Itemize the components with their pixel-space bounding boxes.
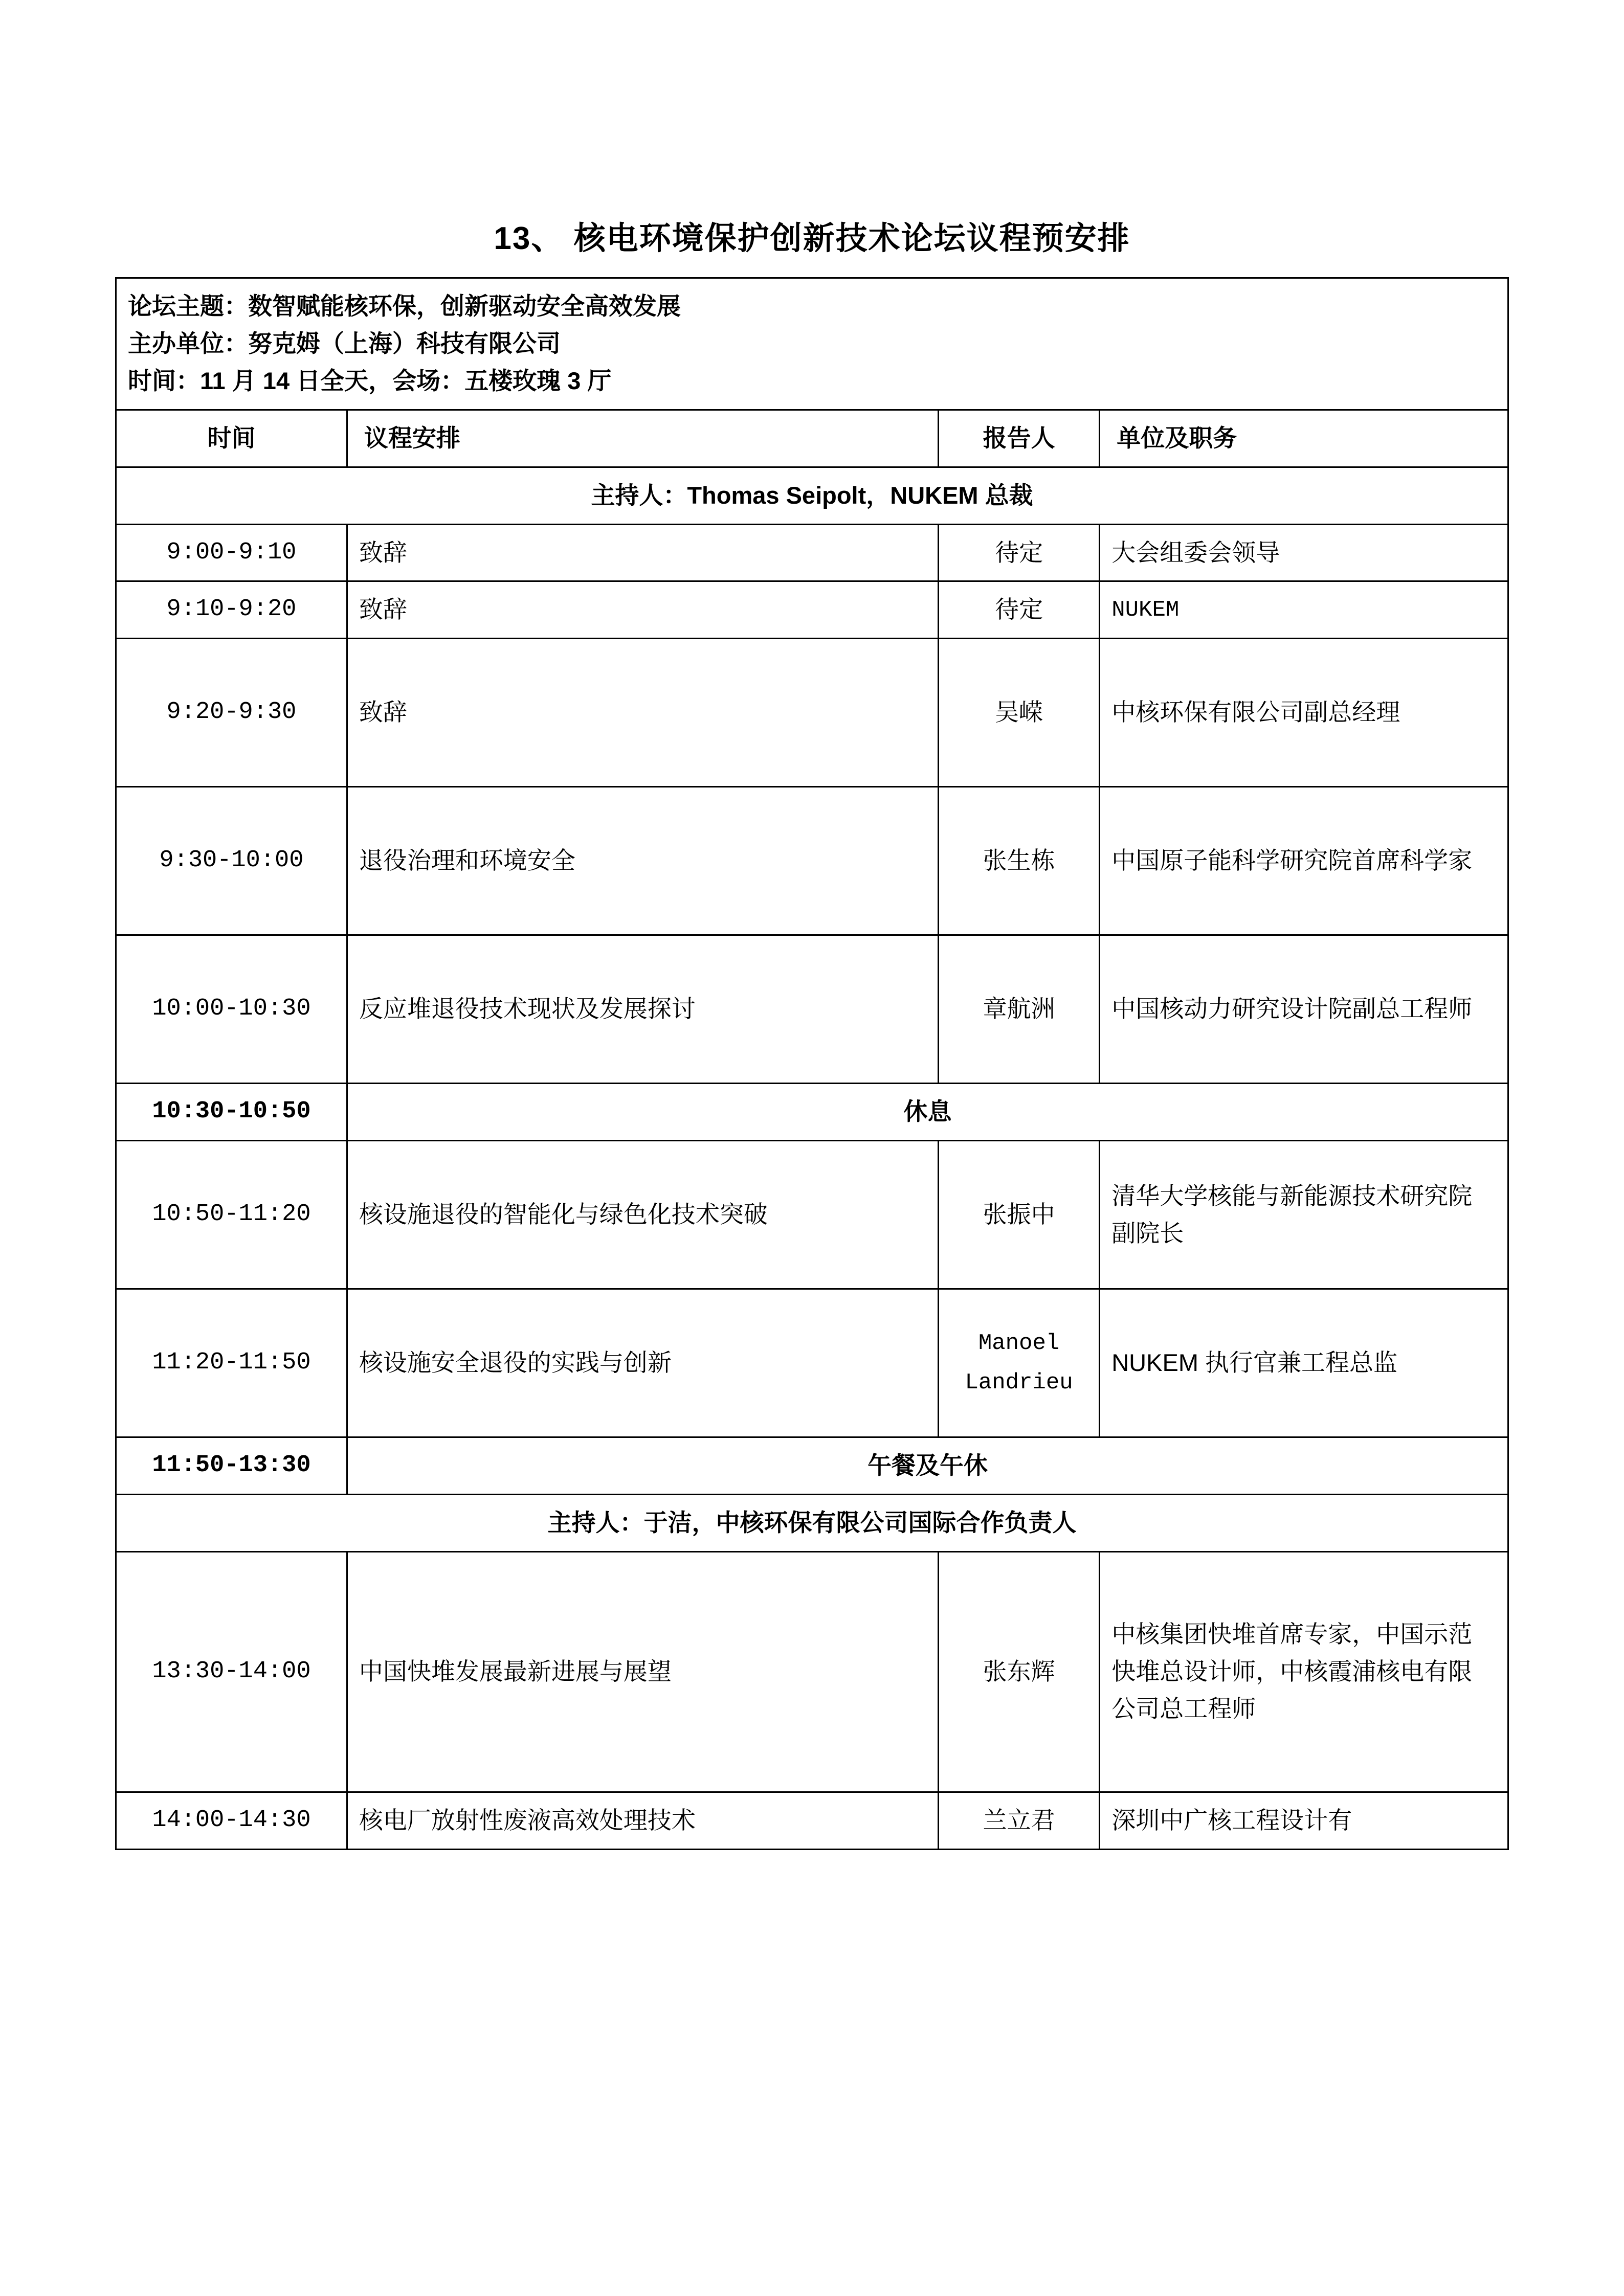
row-speaker: 待定	[938, 581, 1099, 639]
row-time: 10:00-10:30	[116, 935, 347, 1084]
forum-theme: 论坛主题：数智赋能核环保，创新驱动安全高效发展	[128, 292, 681, 320]
row-org: 深圳中广核工程设计有	[1100, 1792, 1508, 1849]
column-header-time: 时间	[116, 410, 347, 467]
forum-header-block	[116, 278, 1508, 410]
break-row-lunch	[116, 1437, 1508, 1495]
row-speaker: 待定	[938, 524, 1099, 581]
forum-header-cell	[116, 278, 1508, 410]
column-header-speaker: 报告人	[938, 410, 1099, 467]
row-agenda: 致辞	[347, 639, 938, 787]
host-morning-label: 主持人：Thomas Seipolt，NUKEM 总裁	[116, 467, 1508, 524]
table-row	[116, 639, 1508, 787]
row-agenda: 退役治理和环境安全	[347, 787, 938, 935]
row-agenda: 核设施安全退役的实践与创新	[347, 1289, 938, 1437]
row-org: NUKEM 执行官兼工程总监	[1100, 1289, 1508, 1437]
host-afternoon-label: 主持人：于洁，中核环保有限公司国际合作负责人	[116, 1494, 1508, 1551]
forum-organizer: 主办单位：努克姆（上海）科技有限公司	[128, 330, 561, 357]
row-org: 清华大学核能与新能源技术研究院副院长	[1100, 1141, 1508, 1289]
row-org: 中核环保有限公司副总经理	[1100, 639, 1508, 787]
break-row-morning	[116, 1084, 1508, 1141]
column-header-agenda: 议程安排	[347, 410, 938, 467]
row-org: 中国核动力研究设计院副总工程师	[1100, 935, 1508, 1084]
row-time: 10:50-11:20	[116, 1141, 347, 1289]
row-org: 大会组委会领导	[1100, 524, 1508, 581]
table-row	[116, 935, 1508, 1084]
page-title: 13、 核电环境保护创新技术论坛议程预安排	[494, 221, 1130, 256]
row-agenda: 中国快堆发展最新进展与展望	[347, 1551, 938, 1792]
row-agenda: 反应堆退役技术现状及发展探讨	[347, 935, 938, 1084]
row-speaker: 吴嵘	[938, 639, 1099, 787]
row-time: 9:10-9:20	[116, 581, 347, 639]
host-row-afternoon	[116, 1494, 1508, 1551]
row-org: NUKEM	[1100, 581, 1508, 639]
agenda-table	[115, 277, 1509, 1850]
table-row	[116, 787, 1508, 935]
table-row	[116, 1792, 1508, 1849]
row-time: 11:20-11:50	[116, 1289, 347, 1437]
table-row	[116, 524, 1508, 581]
forum-time-venue: 时间：11 月 14 日全天，会场：五楼玫瑰 3 厅	[128, 367, 612, 395]
row-org: 中国原子能科学研究院首席科学家	[1100, 787, 1508, 935]
row-speaker: 章航洲	[938, 935, 1099, 1084]
row-time: 13:30-14:00	[116, 1551, 347, 1792]
row-speaker: Manoel Landrieu	[938, 1289, 1099, 1437]
table-row	[116, 1551, 1508, 1792]
table-row	[116, 1141, 1508, 1289]
table-header-row	[116, 410, 1508, 467]
row-agenda: 致辞	[347, 524, 938, 581]
break-time: 10:30-10:50	[116, 1084, 347, 1141]
row-time: 9:20-9:30	[116, 639, 347, 787]
break-label: 休息	[347, 1084, 1508, 1141]
row-agenda: 核设施退役的智能化与绿色化技术突破	[347, 1141, 938, 1289]
row-agenda: 核电厂放射性废液高效处理技术	[347, 1792, 938, 1849]
row-agenda: 致辞	[347, 581, 938, 639]
table-row	[116, 581, 1508, 639]
host-row-morning	[116, 467, 1508, 524]
lunch-label: 午餐及午休	[347, 1437, 1508, 1495]
row-speaker: 兰立君	[938, 1792, 1099, 1849]
lunch-time: 11:50-13:30	[116, 1437, 347, 1495]
row-speaker: 张东辉	[938, 1551, 1099, 1792]
row-org: 中核集团快堆首席专家，中国示范快堆总设计师，中核霞浦核电有限公司总工程师	[1100, 1551, 1508, 1792]
row-time: 9:00-9:10	[116, 524, 347, 581]
table-row	[116, 1289, 1508, 1437]
column-header-org: 单位及职务	[1100, 410, 1508, 467]
row-speaker: 张振中	[938, 1141, 1099, 1289]
row-speaker: 张生栋	[938, 787, 1099, 935]
row-time: 9:30-10:00	[116, 787, 347, 935]
row-time: 14:00-14:30	[116, 1792, 347, 1849]
